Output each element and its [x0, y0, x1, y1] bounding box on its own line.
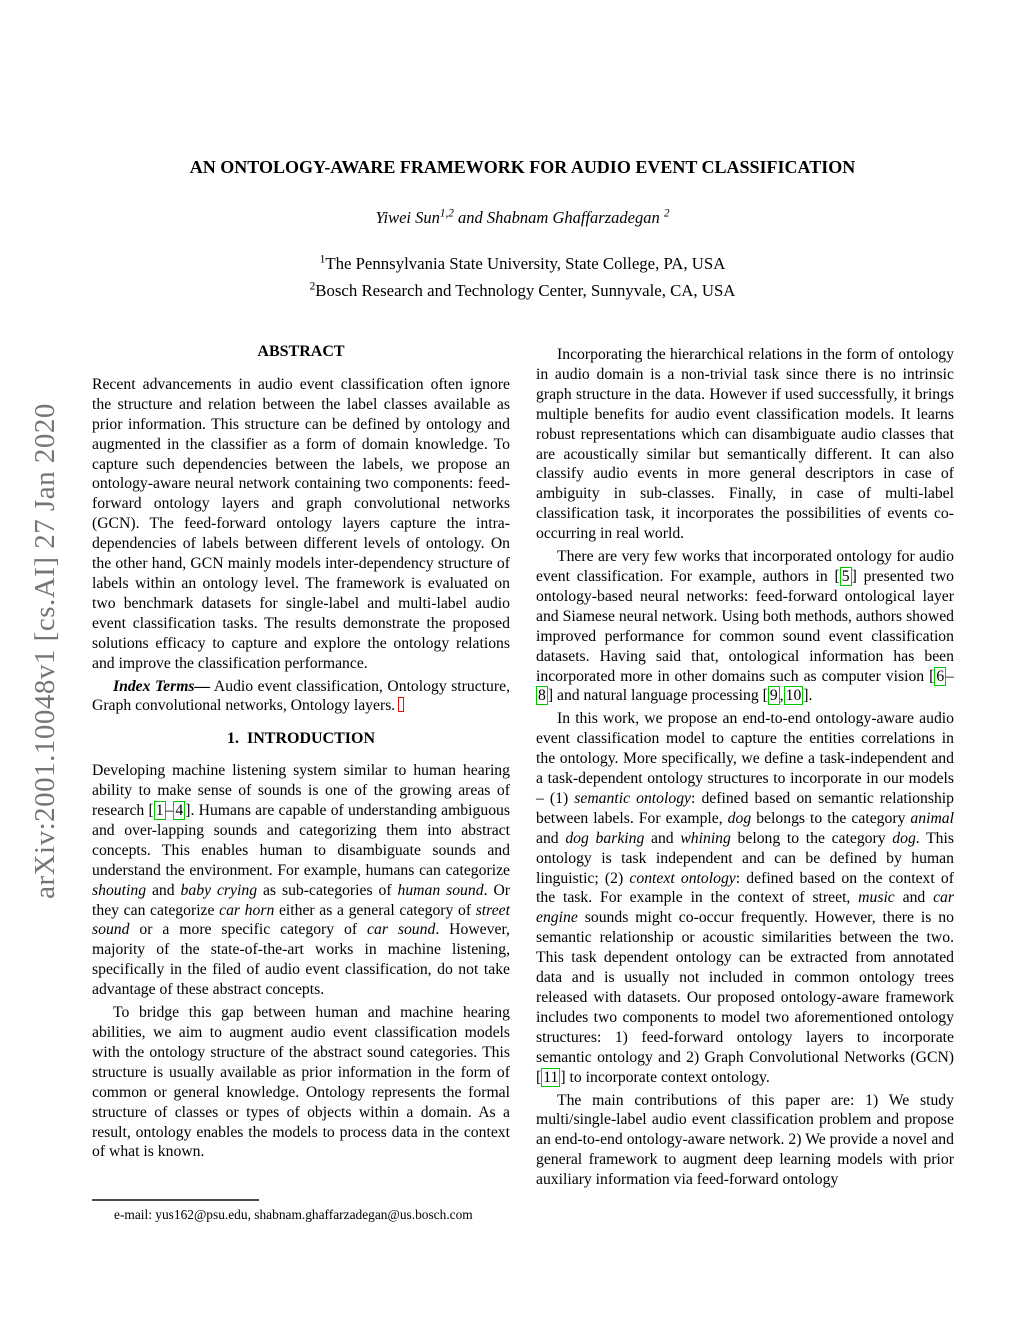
citation-link[interactable]: 9: [769, 687, 778, 705]
right-paragraph-3: In this work, we propose an end-to-end ontology-aware audio event classification model to capture the entities correlations in the ontology. More specifically, we define a task-independent and a task-dependent ontology structures to incorporate in our models – (1) semantic ontology: defined based on semantic relationship between labels. For example, dog belongs to the category animal and dog barking and whining belong to the category dog. This ontology is task independent and can be defined by human linguistic; (2) context ontology: defined based on the context of the task. For example in the context of street, music and car engine sounds might co-occur frequently. However, there is no semantic relationship or acoustic similarities between the two. This task dependent ontology can be extracted from annotated data and is usually not included in common ontology trees released with datasets. Our proposed ontology-aware framework includes two components to model two aforementioned ontology structures: 1) feed-forward ontology layers to incorporate semantic ontology and 2) Graph Convolutional Networks (GCN) [ 11 ] to incorporate context ontology.: [536, 710, 954, 1086]
citation-link[interactable]: 4: [175, 802, 184, 820]
section-1-heading: 1. INTRODUCTION: [226, 730, 375, 748]
citation-link[interactable]: 10: [785, 687, 802, 705]
right-column: [536, 340, 954, 1193]
index-terms-paragraph: Index Terms— Audio event classification, Ontology structure, Graph convolutional networks, Ontology layers.: [92, 677, 510, 715]
paper-header: [92, 0, 953, 304]
left-column: [92, 340, 510, 1165]
abstract-heading: ABSTRACT: [257, 343, 345, 360]
affiliation-2: $^2$Bosch Research and Technology Center, Sunnyvale, CA, USA: [309, 280, 736, 300]
footnote-block: [92, 1199, 510, 1223]
footnote-rule: [92, 1199, 259, 1201]
citation-link[interactable]: 6: [936, 667, 945, 685]
citation-link[interactable]: 11: [543, 1068, 559, 1086]
authors-line: Yiwei Sun$^{1,2}$ and Shabnam Ghaffarzadegan $^2$: [375, 207, 670, 227]
paper-title: AN ONTOLOGY-AWARE FRAMEWORK FOR AUDIO EVENT CLASSIFICATION: [189, 157, 856, 177]
right-paragraph-2: There are very few works that incorporated ontology for audio event classification. For example, authors in [ 5 ] presented two ontology-based neural networks: feed-forward ontological layer and Siamese neural network. Using both methods, authors showed improved performance for common sound event classification datasets. Having said that, ontological information has been incorporated more in other domains such as computer vision [ 6 –8 ] and natural language processing [ 9 , 10 ].: [536, 548, 954, 705]
abstract-paragraph: Recent advancements in audio event classification often ignore the structure and relation between the label classes available as prior information. This structure can be defined by ontology and augmented in the classifier as a form of domain knowledge. To capture such dependencies between the labels, we propose an ontology-aware neural network containing two components: feed-forward ontology layers and graph convolutional networks (GCN). The feed-forward ontology layers capture the intra-dependencies of labels between different levels of ontology. On the other hand, GCN mainly models inter-dependency structure of labels within an ontology level. The framework is evaluated on two benchmark datasets for single-label and multi-label audio event classification tasks. The results demonstrate the proposed solutions efficacy to capture and explore the ontology relations and improve the classification performance.: [92, 375, 510, 672]
arxiv-watermark: arXiv:2001.10048v1 [cs.AI] 27 Jan 2020: [29, 403, 61, 899]
citation-link[interactable]: 8: [538, 687, 546, 705]
affiliations: [92, 250, 953, 304]
intro-paragraph-1: Developing machine listening system similar to human hearing ability to make sense of sounds is one of the growing areas of research [ 1 – 4 ]. Humans are capable of understanding ambiguous and over-lapping sounds and categorizing them into abstract concepts. This enables human to disambiguate sounds and understand the environment. For example, humans can categorize shouting and baby crying as sub-categories of human sound. Or they can categorize car horn either as a general category of street sound or a more specific category of car sound. However, majority of the state-of-the-art works in machine listening, specifically in the filed of audio event classification, do not take advantage of these abstract concepts.: [92, 762, 510, 999]
right-paragraph-1: Incorporating the hierarchical relations in the form of ontology in audio domain is a non-trivial task since there is no intrinsic graph structure in the data. However if used successfully, it brings multiple benefits for audio event classification models. It learns robust representations which can disambiguate audio classes that are acoustically similar but semantically different. It can also classify audio events in more general descriptors in case of ambiguity in sub-classes. Finally, in case of multi-label classification task, it incorporates the possibilities of events co-occurring in real world.: [536, 346, 954, 543]
affiliation-1: $^1$The Pennsylvania State University, State College, PA, USA: [319, 253, 726, 273]
citation-link[interactable]: 5: [841, 567, 850, 585]
citation-link[interactable]: 1: [155, 802, 164, 820]
right-paragraph-4: The main contributions of this paper are: 1) We study multi/single-label audio event classification problem and propose an end-to-end ontology-aware network. 2) We provide a novel and general framework to augment deep learning models with prior auxiliary information via feed-forward ontology: [536, 1091, 954, 1189]
footnote-email: e-mail: yus162@psu.edu, shabnam.ghaffarzadegan@us.bosch.com: [114, 1207, 473, 1222]
intro-paragraph-2: To bridge this gap between human and machine hearing abilities, we aim to augment audio event classification models with the ontology structure of the abstract sound categories. This structure is usually available as prior information in the form of common or general knowledge. Ontology represents the formal structure of classes or types of objects within a domain. As a result, ontology enables the models to process data in the context of what is known.: [92, 1004, 510, 1161]
footnote-link-marker[interactable]: [398, 697, 404, 712]
